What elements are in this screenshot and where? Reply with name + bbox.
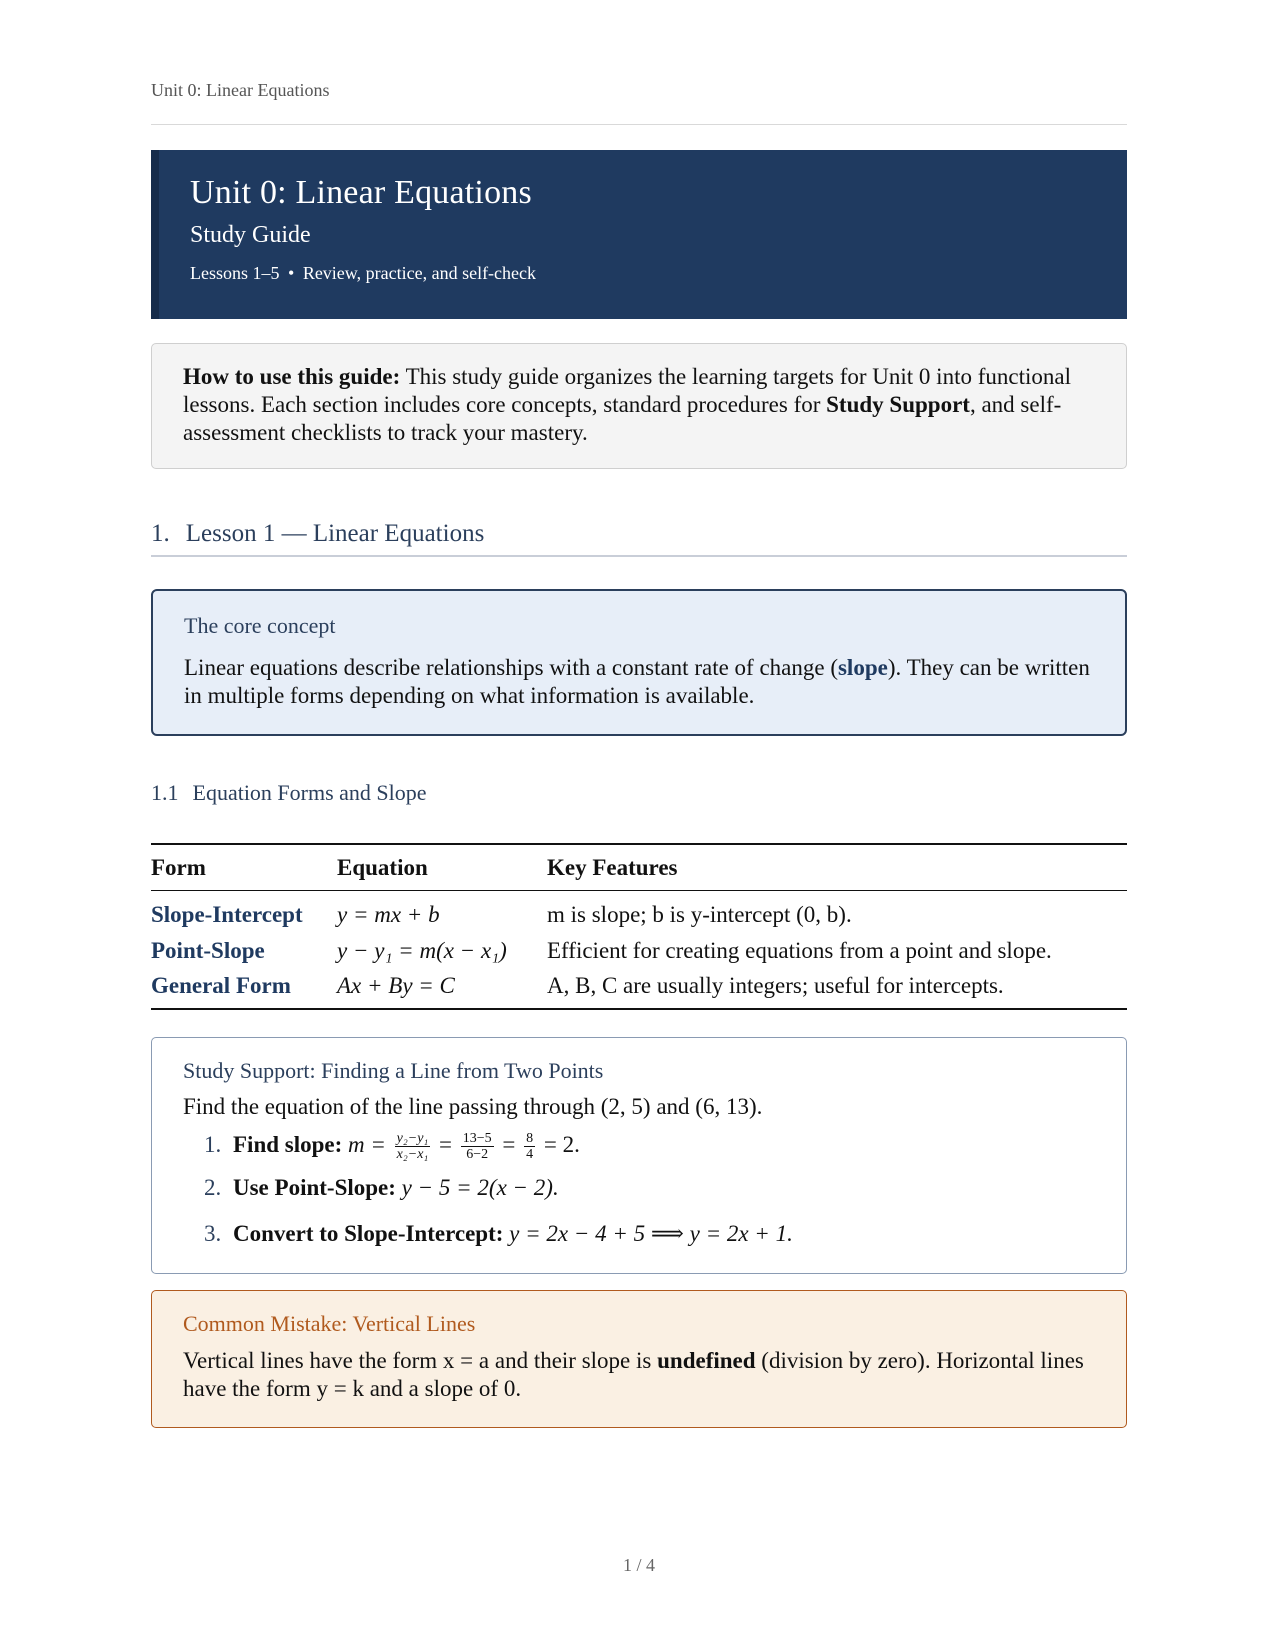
step-item: [204, 1221, 793, 1247]
subsection-heading: [151, 780, 427, 806]
step-number: 3.: [204, 1221, 222, 1246]
step-number: 2.: [204, 1175, 222, 1200]
core-concept-title: The core concept: [184, 613, 336, 638]
mistake-text-part2: (division by zero). Horizontal lines have the form y = k and a slope of 0.: [183, 1348, 1084, 1401]
meta-lessons: Lessons 1–5: [190, 263, 280, 283]
meta-bullet: •: [288, 263, 295, 283]
mistake-text-part1: Vertical lines have the form x = a and their slope is: [183, 1348, 658, 1373]
table-row-features: m is slope; b is y-intercept (0, b).: [547, 902, 852, 927]
subsection-number: 1.1: [151, 780, 179, 805]
table-row-form: General Form: [151, 973, 291, 998]
mistake-bold: undefined: [657, 1348, 756, 1373]
fraction-denominator: 4: [526, 1147, 534, 1162]
fraction-denominator: x₂−x₁: [396, 1147, 429, 1162]
section-divider: [151, 555, 1127, 557]
document-title: Unit 0: Linear Equations: [190, 174, 532, 211]
table-header-features: Key Features: [547, 855, 678, 880]
study-support-title: Study Support: Finding a Line from Two Points: [183, 1058, 604, 1083]
step-item: 1. Find slope: m = $\frac{\text{y₂−y₁}}{\text{x₂−x₁}}$ = $\frac{13-5}{6-2}$ = $\frac{8}{4}$ = 2.: [204, 1131, 580, 1162]
core-concept-text: [184, 654, 1099, 710]
core-concept-box: [151, 589, 1127, 736]
how-to-box: [151, 343, 1127, 469]
table-row-equation: Ax + By = C: [337, 973, 455, 998]
table-row-features: Efficient for creating equations from a point and slope.: [547, 938, 1052, 963]
table-row-form: Slope-Intercept: [151, 902, 303, 927]
document-subtitle: Study Guide: [190, 222, 311, 248]
table-row-equation: y = mx + b: [337, 902, 440, 927]
common-mistake-title: Common Mistake: Vertical Lines: [183, 1311, 476, 1336]
section-title: Lesson 1 — Linear Equations: [185, 520, 485, 547]
step-expression: y − 5 = 2(x − 2).: [401, 1175, 559, 1200]
how-to-bold: Study Support: [826, 392, 970, 417]
table-header-rule: [151, 890, 1127, 891]
table-top-rule: [151, 843, 1127, 845]
title-banner: [151, 150, 1127, 319]
table-header-form: Form: [151, 855, 206, 880]
banner-meta: [190, 263, 536, 284]
table-header-equation: Equation: [337, 855, 428, 880]
common-mistake-text: [183, 1347, 1103, 1403]
fraction-numerator: 8: [526, 1131, 534, 1146]
section-number: 1.: [151, 520, 170, 547]
concept-text-part2: ). They can be written in multiple forms depending on what information is available.: [184, 655, 1090, 708]
step-expression: y = 2x − 4 + 5 ⟹ y = 2x + 1.: [509, 1221, 793, 1246]
table-row-features: A, B, C are usually integers; useful for intercepts.: [547, 973, 1004, 998]
step-label: Find slope:: [233, 1131, 343, 1157]
how-to-text-part2: , and self-assessment checklists to track your mastery.: [183, 392, 1062, 445]
concept-text-part1: Linear equations describe relationships with a constant rate of change (: [184, 655, 838, 680]
step-label: Convert to Slope-Intercept:: [233, 1221, 504, 1246]
fraction-numerator: 13−5: [462, 1131, 492, 1146]
table-row-equation: y − y₁ = m(x − x₁): [337, 938, 507, 963]
how-to-text: [183, 363, 1098, 447]
slope-values-fraction: [461, 1131, 494, 1162]
subsection-title: Equation Forms and Slope: [192, 780, 427, 805]
step-item: [204, 1175, 559, 1201]
step-result: = 2.: [543, 1131, 580, 1157]
fraction-denominator: 6−2: [466, 1147, 489, 1162]
meta-description: Review, practice, and self-check: [302, 263, 537, 283]
fraction-numerator: y₂−y₁: [396, 1131, 429, 1146]
concept-highlight: slope: [837, 655, 888, 680]
section-heading: [151, 520, 484, 548]
slope-simplified-fraction: [524, 1131, 535, 1162]
step-number: 1.: [204, 1131, 222, 1157]
how-to-text-part1: This study guide organizes the learning targets for Unit 0 into functional lessons. Each section includes core concepts, standard procedures for: [183, 364, 1071, 417]
table-row-form: Point-Slope: [151, 938, 265, 963]
header-divider: [151, 124, 1127, 125]
step-expression: m =: [348, 1131, 386, 1157]
page-number: 1 / 4: [622, 1555, 655, 1575]
how-to-lead: How to use this guide:: [183, 364, 401, 389]
table-bottom-rule: [151, 1008, 1127, 1010]
running-header: Unit 0: Linear Equations: [151, 80, 330, 100]
study-support-intro: Find the equation of the line passing through (2, 5) and (6, 13).: [183, 1094, 763, 1119]
common-mistake-box: [151, 1290, 1127, 1428]
study-support-box: [151, 1037, 1127, 1274]
step-label: Use Point-Slope:: [233, 1175, 396, 1200]
slope-formula-fraction: [395, 1131, 431, 1162]
